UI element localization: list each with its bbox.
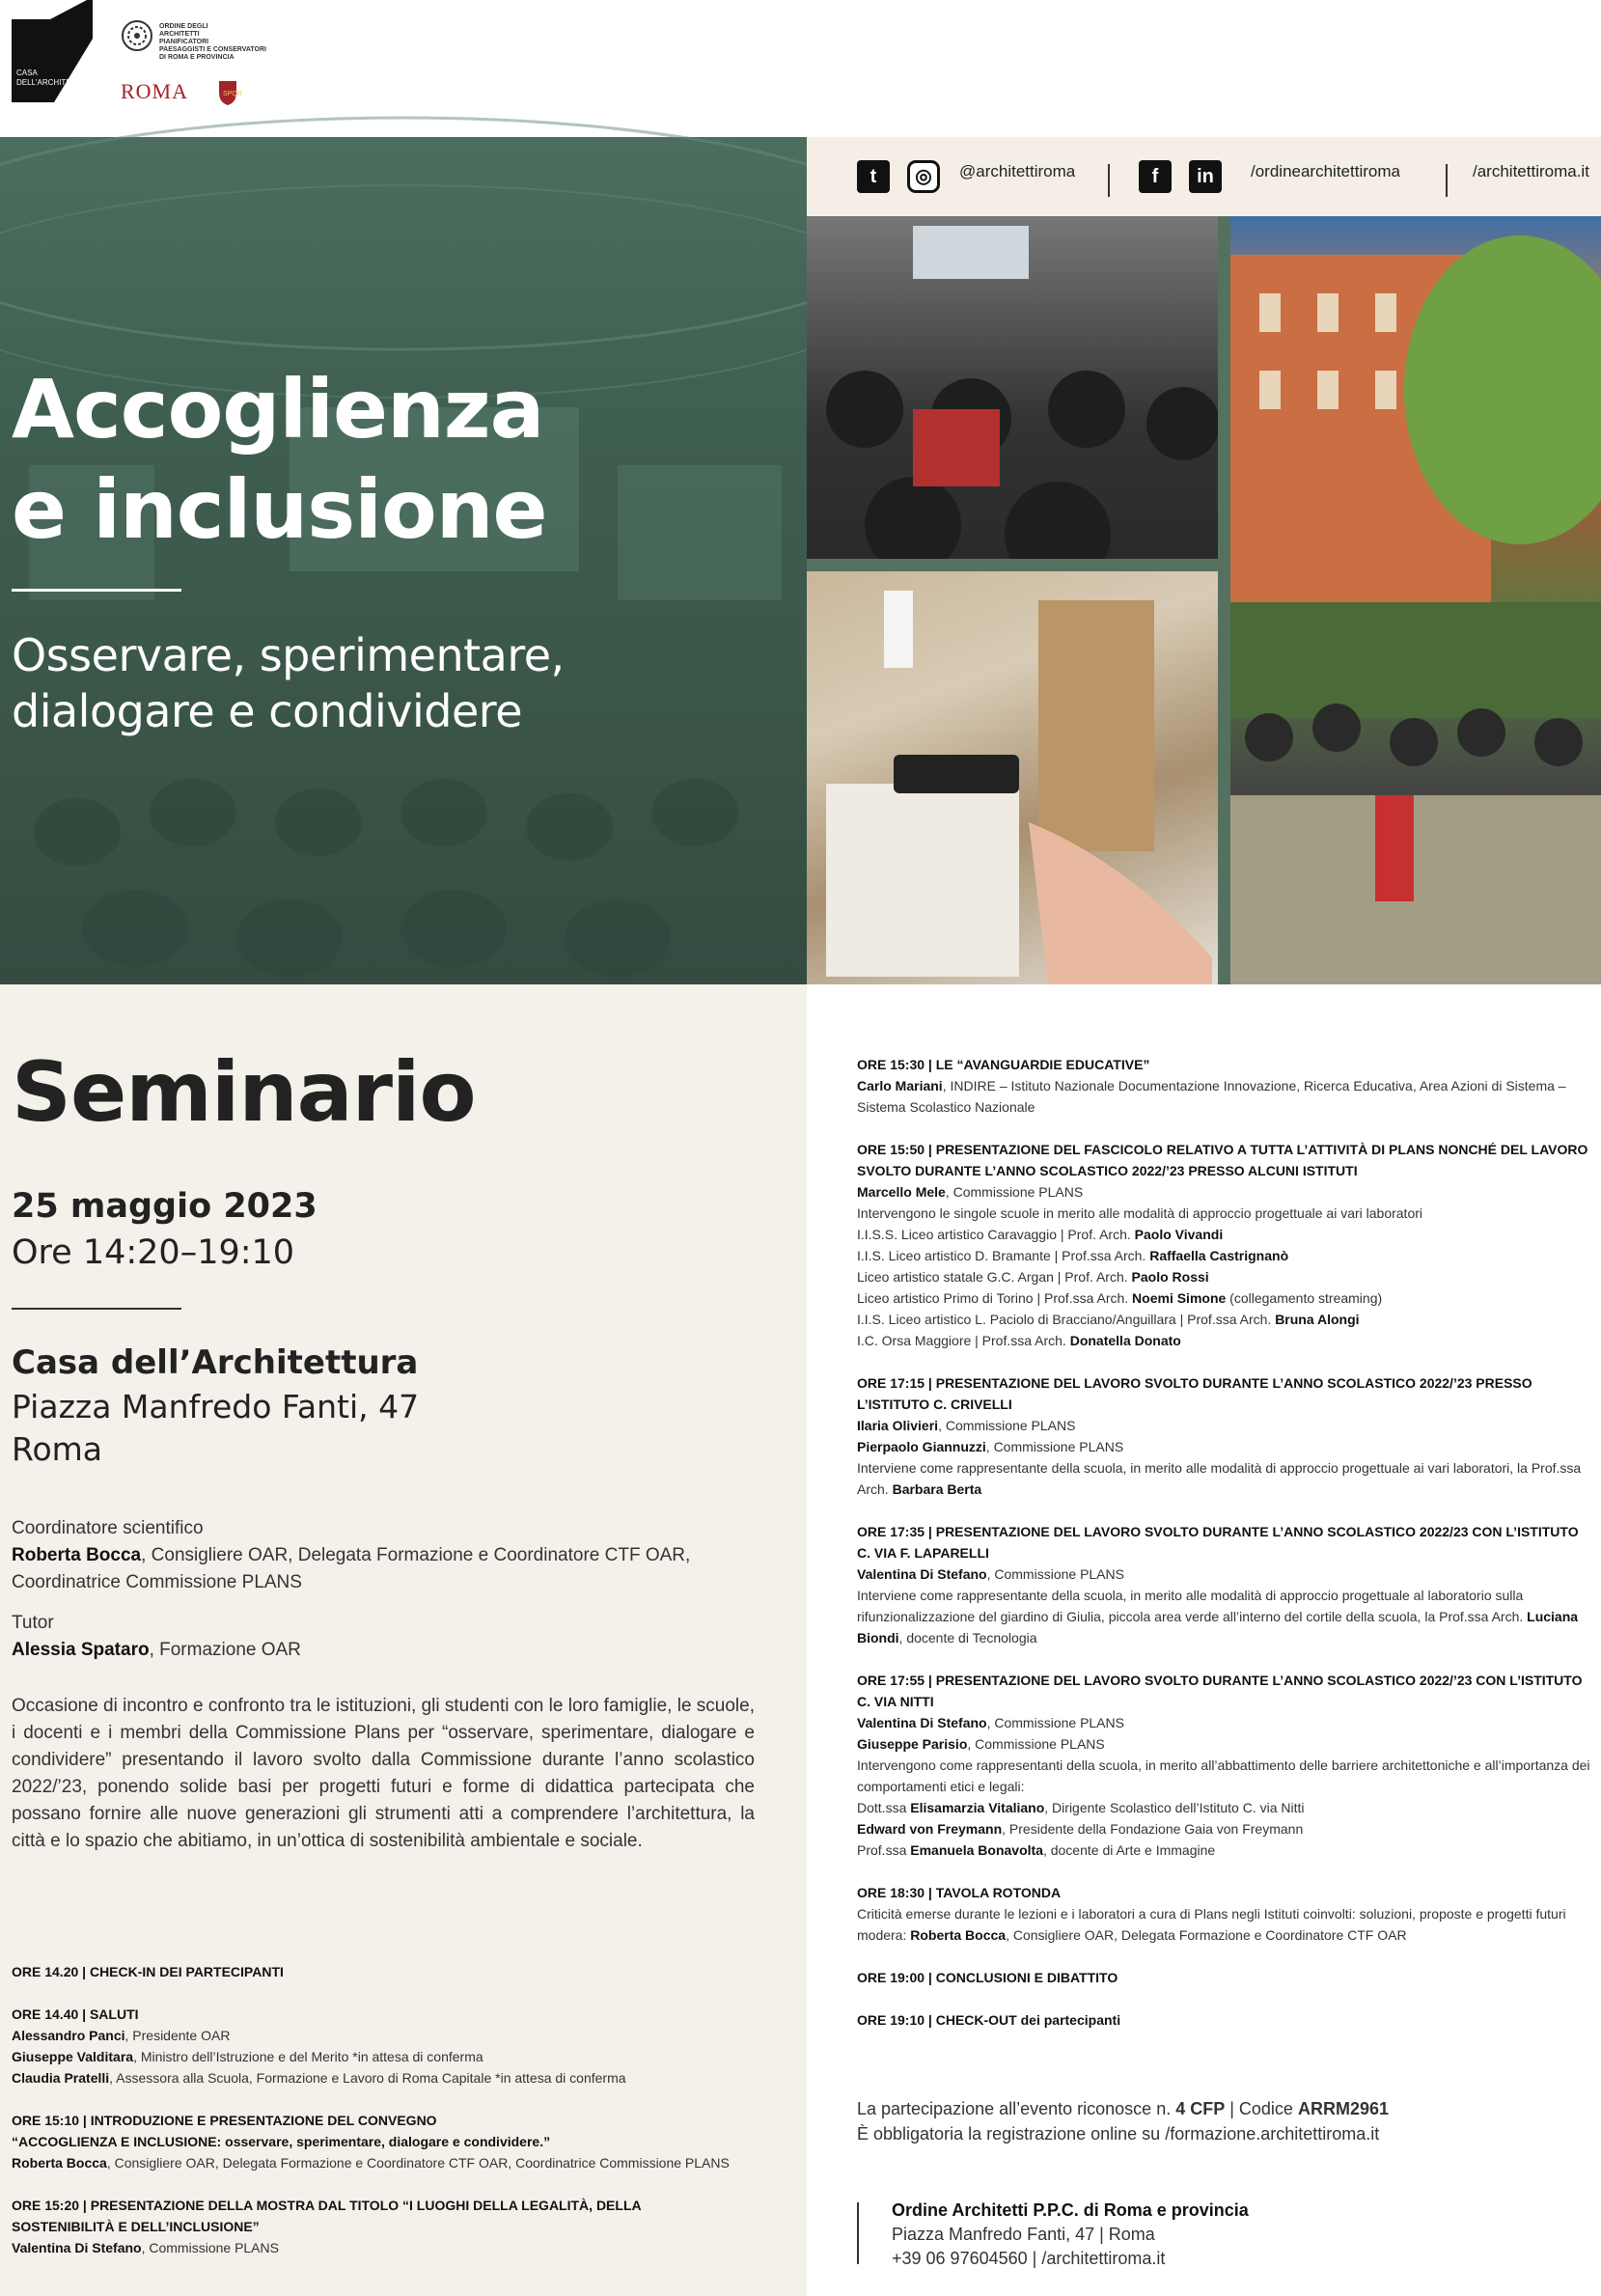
speaker-detail: Intervengono come rappresentanti della scuola, in merito all’abbattimento delle barriere architettoniche e all’importanza dei comportamenti etici e legali: — [857, 1757, 1590, 1794]
ordine-line: ARCHITETTI — [159, 31, 200, 38]
garden-photo-art — [1230, 216, 1601, 984]
speaker-detail: , Presidente OAR — [124, 2028, 231, 2043]
speaker-detail: I.I.S. Liceo artistico D. Bramante | Prof.ssa Arch. — [857, 1248, 1150, 1263]
program-item — [857, 1882, 1590, 1946]
program-item-line — [12, 2131, 745, 2152]
speaker-detail: Liceo artistico statale G.C. Argan | Prof. Arch. — [857, 1269, 1132, 1285]
social-bar — [807, 137, 1601, 216]
program-item — [857, 1521, 1590, 1648]
tutor-block — [12, 1610, 755, 1664]
speaker-detail: , Assessora alla Scuola, Formazione e Lavoro di Roma Capitale *in attesa di conferma — [109, 2070, 626, 2086]
venue-address — [12, 1386, 419, 1471]
auditorium-photo — [0, 137, 807, 984]
program-item-line — [857, 1266, 1590, 1287]
social-handle-facebook-linkedin[interactable]: /ordinearchitettiroma — [1251, 162, 1400, 180]
program-panel — [807, 984, 1601, 2296]
program-item-line — [857, 1755, 1590, 1797]
program-item — [12, 2195, 745, 2258]
social-divider — [1446, 164, 1448, 197]
speaker-detail: Prof.ssa — [857, 1842, 911, 1858]
program-item — [857, 1139, 1590, 1351]
ordine-line: PIANIFICATORI — [159, 39, 209, 45]
speaker-name: Valentina Di Stefano — [857, 1566, 987, 1582]
coordinator-label: Coordinatore scientifico — [12, 1518, 204, 1538]
cfp-code: ARRM2961 — [1297, 2099, 1389, 2118]
program-item — [857, 1670, 1590, 1861]
program-left — [12, 1961, 745, 2280]
social-handle-website[interactable]: /architettiroma.it — [1473, 162, 1589, 180]
event-type-title: Seminario — [12, 1044, 476, 1141]
coordinator-role: , Consigliere OAR, Delegata Formazione e Coordinatore CTF OAR, Coordinatrice Commissione PLANS — [12, 1545, 691, 1592]
program-item-line — [12, 2152, 745, 2173]
program-item — [857, 1967, 1590, 1988]
speaker-detail: Liceo artistico Primo di Torino | Prof.ssa Arch. — [857, 1290, 1133, 1306]
coordinator-block — [12, 1515, 755, 1596]
garden-photo — [1230, 216, 1601, 984]
program-item-line — [857, 1287, 1590, 1309]
program-item-heading: ORE 19:10 | CHECK-OUT dei partecipanti — [857, 2012, 1121, 2028]
workshop-photo — [807, 571, 1218, 984]
classroom-photo — [807, 216, 1218, 559]
ordine-line: DI ROMA E PROVINCIA — [159, 54, 235, 61]
program-item-line — [857, 1585, 1590, 1648]
speaker-name: Emanuela Bonavolta — [910, 1842, 1043, 1858]
program-item-line — [12, 2046, 745, 2067]
speaker-detail: Interviene come rappresentante della scuola, in merito alle modalità di approccio progettuale ai vari laboratori, la Prof.ssa Arch. — [857, 1460, 1582, 1497]
hero-subtitle-line: Osservare, sperimentare, — [12, 629, 565, 681]
program-item-heading: ORE 17:15 | PRESENTAZIONE DEL LAVORO SVOLTO DURANTE L’ANNO SCOLASTICO 2022/’23 PRESSO L’ISTITUTO C. CRIVELLI — [857, 1375, 1532, 1412]
tutor-info — [12, 1637, 755, 1664]
program-item-line — [857, 1203, 1590, 1224]
roma-crest-icon — [217, 79, 242, 106]
program-item — [857, 2009, 1590, 2031]
ordine-line: PAESAGGISTI E CONSERVATORI — [159, 46, 266, 53]
speaker-detail: Criticità emerse durante le lezioni e i laboratori a cura di Plans negli Istituti coinvolti: soluzioni, proposte e progetti futuri — [857, 1906, 1566, 1922]
program-item-heading: ORE 14.40 | SALUTI — [12, 2006, 139, 2022]
photo-gap — [1218, 216, 1230, 984]
cfp-note — [857, 2096, 1389, 2146]
speaker-name: Marcello Mele — [857, 1184, 946, 1200]
program-item-line — [857, 1840, 1590, 1861]
casa-architettura-logo — [12, 0, 97, 102]
speaker-name: Ilaria Olivieri — [857, 1418, 939, 1433]
speaker-name: Alessandro Panci — [12, 2028, 125, 2043]
program-item-line — [857, 1733, 1590, 1755]
program-item-line — [12, 2067, 745, 2089]
cfp-mid: | Codice — [1225, 2099, 1298, 2118]
social-handle-twitter-instagram[interactable]: @architettiroma — [959, 162, 1076, 180]
social-divider — [1108, 164, 1110, 197]
speaker-name: Claudia Pratelli — [12, 2070, 110, 2086]
cfp-count: 4 CFP — [1175, 2099, 1226, 2118]
svg-text:DELL'ARCHITETTURA: DELL'ARCHITETTURA — [16, 78, 97, 87]
program-item-heading: ORE 15:50 | PRESENTAZIONE DEL FASCICOLO RELATIVO A TUTTA L’ATTIVITÀ DI PLANS NONCHÉ DEL LAVORO SVOLTO DURANTE L’ANNO SCOLASTICO 2022/’23 PRESSO ALCUNI ISTITUTI — [857, 1142, 1588, 1178]
speaker-detail: Intervengono le singole scuole in merito alle modalità di approccio progettuale ai vari laboratori — [857, 1205, 1423, 1221]
speaker-detail: , Presidente della Fondazione Gaia von Freymann — [1002, 1821, 1304, 1837]
ordine-logo — [121, 19, 266, 103]
speaker-detail: (collegamento streaming) — [1226, 1290, 1383, 1306]
coordinator-name: Roberta Bocca — [12, 1545, 142, 1565]
speaker-detail: Interviene come rappresentante della scuola, in merito alle modalità di approccio progettuale al laboratorio sulla rifunzionalizzazione del giardino di Giulia, piccola area verde all’interno del cortile della scuola, la Prof.ssa Arch. — [857, 1588, 1528, 1624]
speaker-name: Barbara Berta — [892, 1481, 982, 1497]
ordine-emblem-icon — [121, 19, 153, 52]
speaker-detail: modera: — [857, 1927, 911, 1943]
registration-note[interactable]: È obbligatoria la registrazione online su /formazione.architettiroma.it — [857, 2124, 1380, 2144]
speaker-detail: , Commissione PLANS — [967, 1736, 1105, 1752]
speaker-name: Roberta Bocca — [910, 1927, 1007, 1943]
program-item-heading: ORE 15:20 | PRESENTAZIONE DELLA MOSTRA DAL TITOLO “I LUOGHI DELLA LEGALITÀ, DELLA SOSTENIBILITÀ E DELL’INCLUSIONE” — [12, 2198, 642, 2234]
program-item-line — [857, 1924, 1590, 1946]
speaker-detail: I.I.S.S. Liceo artistico Caravaggio | Prof. Arch. — [857, 1227, 1135, 1242]
program-item-line — [857, 1075, 1590, 1118]
cfp-pre: La partecipazione all’evento riconosce n. — [857, 2099, 1176, 2118]
speaker-detail: , INDIRE – Istituto Nazionale Documentazione Innovazione, Ricerca Educativa, Area Azioni di Sistema – Sistema Scolastico Nazionale — [857, 1078, 1566, 1115]
speaker-name: Elisamarzia Vitaliano — [910, 1800, 1045, 1815]
photo-gap — [807, 559, 1218, 571]
speaker-name: Bruna Alongi — [1275, 1312, 1360, 1327]
speaker-detail: , Commissione PLANS — [986, 1566, 1124, 1582]
venue-address-line: Piazza Manfredo Fanti, 47 — [12, 1388, 420, 1425]
venue-address-line: Roma — [12, 1430, 103, 1468]
venue-name: Casa dell’Architettura — [12, 1343, 419, 1382]
event-info-panel — [0, 984, 807, 2296]
program-item-line — [857, 1903, 1590, 1924]
ordine-line: ORDINE DEGLI — [159, 23, 208, 30]
hero-divider — [12, 589, 181, 592]
program-item — [12, 1961, 745, 1982]
speaker-detail: , Commissione PLANS — [938, 1418, 1076, 1433]
program-item-heading: ORE 19:00 | CONCLUSIONI E DIBATTITO — [857, 1970, 1118, 1985]
workshop-photo-art — [807, 571, 1218, 984]
speaker-name: Giuseppe Parisio — [857, 1736, 968, 1752]
facebook-icon[interactable]: f — [1139, 160, 1172, 193]
speaker-name: Raffaella Castrignanò — [1149, 1248, 1289, 1263]
program-item-line — [857, 1797, 1590, 1818]
program-item-line — [857, 1457, 1590, 1500]
program-item-heading: ORE 18:30 | TAVOLA ROTONDA — [857, 1885, 1062, 1900]
coordinator-info — [12, 1542, 755, 1596]
cfp-line — [857, 2096, 1389, 2121]
speaker-name: Carlo Mariani — [857, 1078, 943, 1093]
svg-text:SPQR: SPQR — [223, 91, 242, 97]
speaker-detail: I.C. Orsa Maggiore | Prof.ssa Arch. — [857, 1333, 1070, 1348]
speaker-detail: , Consigliere OAR, Delegata Formazione e Coordinatore CTF OAR — [1006, 1927, 1407, 1943]
organizer-contact[interactable]: +39 06 97604560 | /architettiroma.it — [892, 2249, 1166, 2268]
event-description: Occasione di incontro e confronto tra le istituzioni, gli studenti con le loro famiglie, le scuole, i docenti e i membri della Commissione Plans per “osservare, sperimentare, dialogare e condividere” presentando il lavoro svolto dalla Commissione durante l’anno scolastico 2022/’23, ponendo solide basi per progetti futuri e forme di didattica partecipata che possano fornire alle nuove generazioni gli strumenti atti a comprendere l’architettura, la città e lo spazio che abitiamo, in un’ottica di sostenibilità ambientale e sociale. — [12, 1696, 755, 1851]
speaker-detail: , Consigliere OAR, Delegata Formazione e Coordinatore CTF OAR, Coordinatrice Commissione PLANS — [106, 2155, 730, 2171]
organizer-address: Piazza Manfredo Fanti, 47 | Roma — [892, 2225, 1155, 2244]
linkedin-icon[interactable]: in — [1189, 160, 1222, 193]
speaker-name: Paolo Vivandi — [1134, 1227, 1224, 1242]
speaker-name: Noemi Simone — [1132, 1290, 1227, 1306]
hero-title-line: Accoglienza — [12, 362, 544, 456]
speaker-name: Valentina Di Stefano — [857, 1715, 987, 1730]
speaker-name: Edward von Freymann — [857, 1821, 1003, 1837]
organizer-block — [892, 2199, 1249, 2271]
speaker-detail: , Dirigente Scolastico dell’Istituto C. via Nitti — [1044, 1800, 1305, 1815]
program-right — [857, 1054, 1590, 2052]
classroom-photo-art — [807, 216, 1218, 559]
program-item-line — [857, 1245, 1590, 1266]
program-item-line — [857, 1224, 1590, 1245]
speaker-detail: , Ministro dell’Istruzione e del Merito *in attesa di conferma — [133, 2049, 483, 2064]
program-item-line — [857, 1309, 1590, 1330]
speaker-detail: Dott.ssa — [857, 1800, 911, 1815]
speaker-detail: , Commissione PLANS — [986, 1715, 1124, 1730]
tutor-label: Tutor — [12, 1613, 54, 1633]
speaker-detail: , docente di Tecnologia — [898, 1630, 1037, 1646]
program-item-line — [12, 2237, 745, 2258]
organizer-name: Ordine Architetti P.P.C. di Roma e provincia — [892, 2200, 1249, 2220]
svg-text:CASA: CASA — [16, 69, 38, 77]
hero-title — [12, 359, 546, 560]
program-item-heading: ORE 17:35 | PRESENTAZIONE DEL LAVORO SVOLTO DURANTE L’ANNO SCOLASTICO 2022/23 CON L’ISTITUTO C. VIA F. LAPARELLI — [857, 1524, 1579, 1561]
program-item-line — [857, 1415, 1590, 1436]
speaker-detail: , Commissione PLANS — [141, 2240, 279, 2255]
program-item-heading: ORE 17:55 | PRESENTAZIONE DEL LAVORO SVOLTO DURANTE L’ANNO SCOLASTICO 2022/’23 CON L’ISTITUTO C. VIA NITTI — [857, 1673, 1583, 1709]
program-item — [12, 2004, 745, 2089]
program-item — [857, 1054, 1590, 1118]
tutor-role: , Formazione OAR — [149, 1640, 301, 1660]
program-item — [857, 1372, 1590, 1500]
speaker-detail: , docente di Arte e Immagine — [1042, 1842, 1216, 1858]
roma-label: ROMA — [121, 79, 189, 103]
ordine-name — [159, 23, 314, 62]
program-item-heading: ORE 15:10 | INTRODUZIONE E PRESENTAZIONE DEL CONVEGNO — [12, 2113, 437, 2128]
program-item-line — [857, 1330, 1590, 1351]
speaker-name: “ACCOGLIENZA E INCLUSIONE: osservare, sperimentare, dialogare e condividere.” — [12, 2134, 551, 2149]
speaker-name: Valentina Di Stefano — [12, 2240, 142, 2255]
tutor-name: Alessia Spataro — [12, 1640, 150, 1660]
hero-subtitle — [12, 627, 565, 739]
program-item-line — [857, 1436, 1590, 1457]
speaker-name: Pierpaolo Giannuzzi — [857, 1439, 986, 1454]
speaker-name: Luciana Biondi — [857, 1609, 1579, 1646]
speaker-name: Paolo Rossi — [1131, 1269, 1209, 1285]
speaker-detail: I.I.S. Liceo artistico L. Paciolo di Bracciano/Anguillara | Prof.ssa Arch. — [857, 1312, 1276, 1327]
program-item-heading: ORE 15:30 | LE “AVANGUARDIE EDUCATIVE” — [857, 1057, 1150, 1072]
event-time: Ore 14:20–19:10 — [12, 1233, 295, 1272]
program-item-line — [857, 1818, 1590, 1840]
twitter-icon[interactable]: t — [857, 160, 890, 193]
speaker-detail: , Commissione PLANS — [985, 1439, 1124, 1454]
program-item-heading: ORE 14.20 | CHECK-IN DEI PARTECIPANTI — [12, 1964, 284, 1979]
hero-title-line: e inclusione — [12, 462, 547, 557]
program-item — [12, 2110, 745, 2173]
program-item-line — [12, 2025, 745, 2046]
speaker-detail: , Commissione PLANS — [945, 1184, 1084, 1200]
info-divider — [12, 1308, 181, 1310]
program-item-line — [857, 1563, 1590, 1585]
speaker-name: Giuseppe Valditara — [12, 2049, 134, 2064]
speaker-name: Roberta Bocca — [12, 2155, 107, 2171]
footer-divider — [857, 2202, 859, 2264]
program-item-line — [857, 1712, 1590, 1733]
header — [0, 0, 1601, 137]
hero-banner — [0, 137, 807, 984]
program-item-line — [857, 1181, 1590, 1203]
speaker-name: Donatella Donato — [1069, 1333, 1181, 1348]
event-date: 25 maggio 2023 — [12, 1187, 317, 1226]
instagram-icon[interactable]: ◎ — [907, 160, 940, 193]
hero-subtitle-line: dialogare e condividere — [12, 685, 522, 737]
